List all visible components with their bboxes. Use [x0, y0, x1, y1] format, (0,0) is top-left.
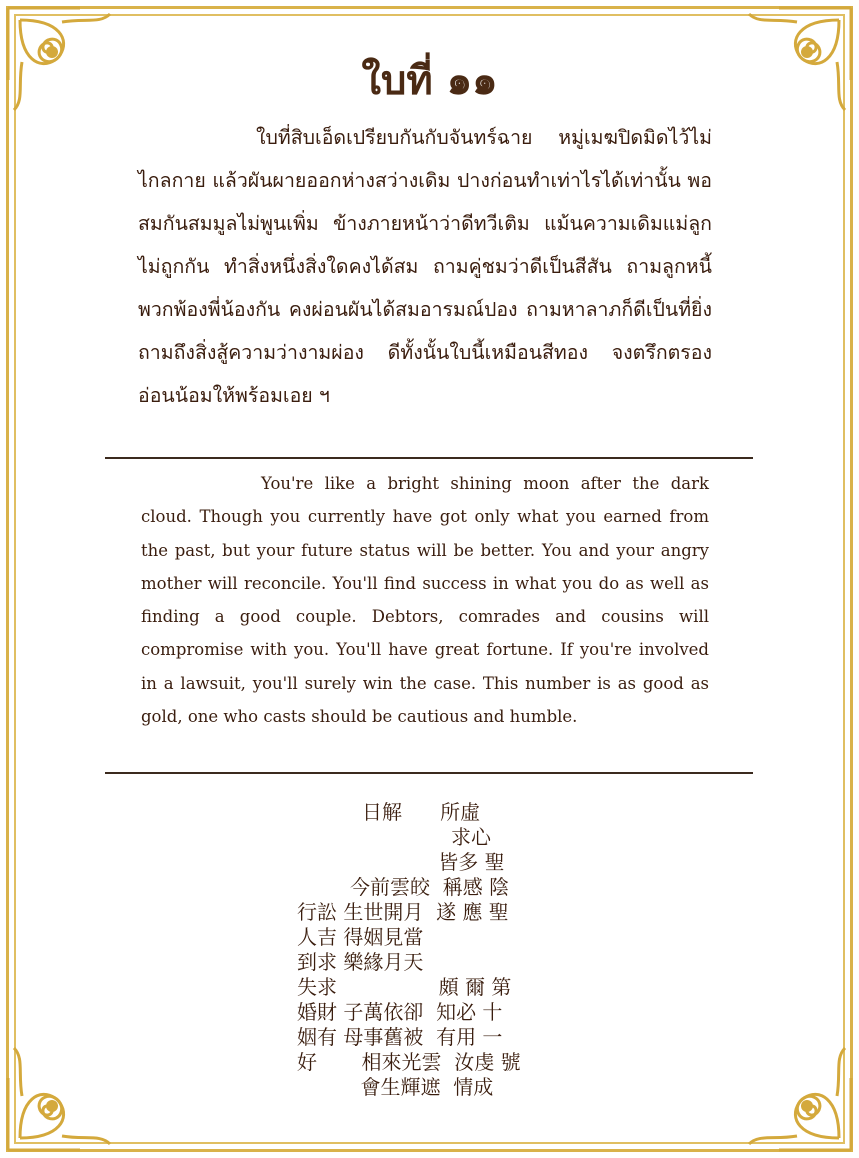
chinese-line: 到求 樂緣月天 [297, 950, 424, 974]
page-title: ใบที่ ๑๑ [361, 58, 498, 104]
chinese-line: 婚財 子萬依卻 知必 十 [297, 1000, 503, 1024]
chinese-line: 皆多 聖 [362, 850, 505, 874]
chinese-line: 好 相來光雲 汝虔 號 [297, 1050, 521, 1074]
divider [105, 772, 753, 774]
corner-ornament-icon [0, 1008, 150, 1158]
corner-ornament-icon [709, 1008, 859, 1158]
chinese-line: 求心 [362, 825, 492, 849]
chinese-line: 今前雲皎 稱感 陰 [350, 875, 510, 899]
chinese-line: 日解 所虛 [362, 800, 481, 824]
chinese-line: 姻有 母事舊被 有用 一 [297, 1025, 503, 1049]
chinese-line: 會生輝遮 情成 [316, 1075, 494, 1099]
chinese-line: 人吉 得姻見當 [297, 925, 424, 949]
english-translation: You're like a bright shining moon after the dark cloud. Though you currently have got only what you earned from the past, but your future status will be better. You and your angry mother will reconcile. You'll find success in what you do as well as finding a good couple. Debtors, comrades and cousins will compromise with you. You'll have great fortune. If you're involved in a lawsuit, you'll surely win the case. This number is as good as gold, one who casts should be cautious and humble. [141, 474, 709, 727]
chinese-line: 行訟 生世開月 遂 應 聖 [297, 900, 509, 924]
chinese-line: 失求 頗 爾 第 [297, 975, 512, 999]
divider [105, 457, 753, 459]
thai-poem: ใบที่สิบเอ็ดเปรียบกันกับจันทร์ฉาย หมู่เมฆปิดมิดไว้ไม่ไกลกาย แล้วผันผายออกห่างสว่างเดิม ปางก่อนทำเท่าไรได้เท่านั้น พอสมกันสมมูลไม่พูนเพิ่ม ข้างภายหน้าว่าดีทวีเติม แม้นความเดิมแม่ลูกไม่ถูกกัน ทำสิ่งหนึ่งสิ่งใดคงได้สม ถามคู่ชมว่าดีเป็นสีสัน ถามลูกหนี้พวกพ้องพี่น้องกัน คงผ่อนผันได้สมอารมณ์ปอง ถามหาลาภก็ดีเป็นที่ยิ่ง ถามถึงสิ่งสู้ความว่างามผ่อง ดีทั้งนั้นใบนี้เหมือนสีทอง จงตรึกตรองอ่อนน้อมให้พร้อมเอย ฯ [138, 126, 712, 407]
